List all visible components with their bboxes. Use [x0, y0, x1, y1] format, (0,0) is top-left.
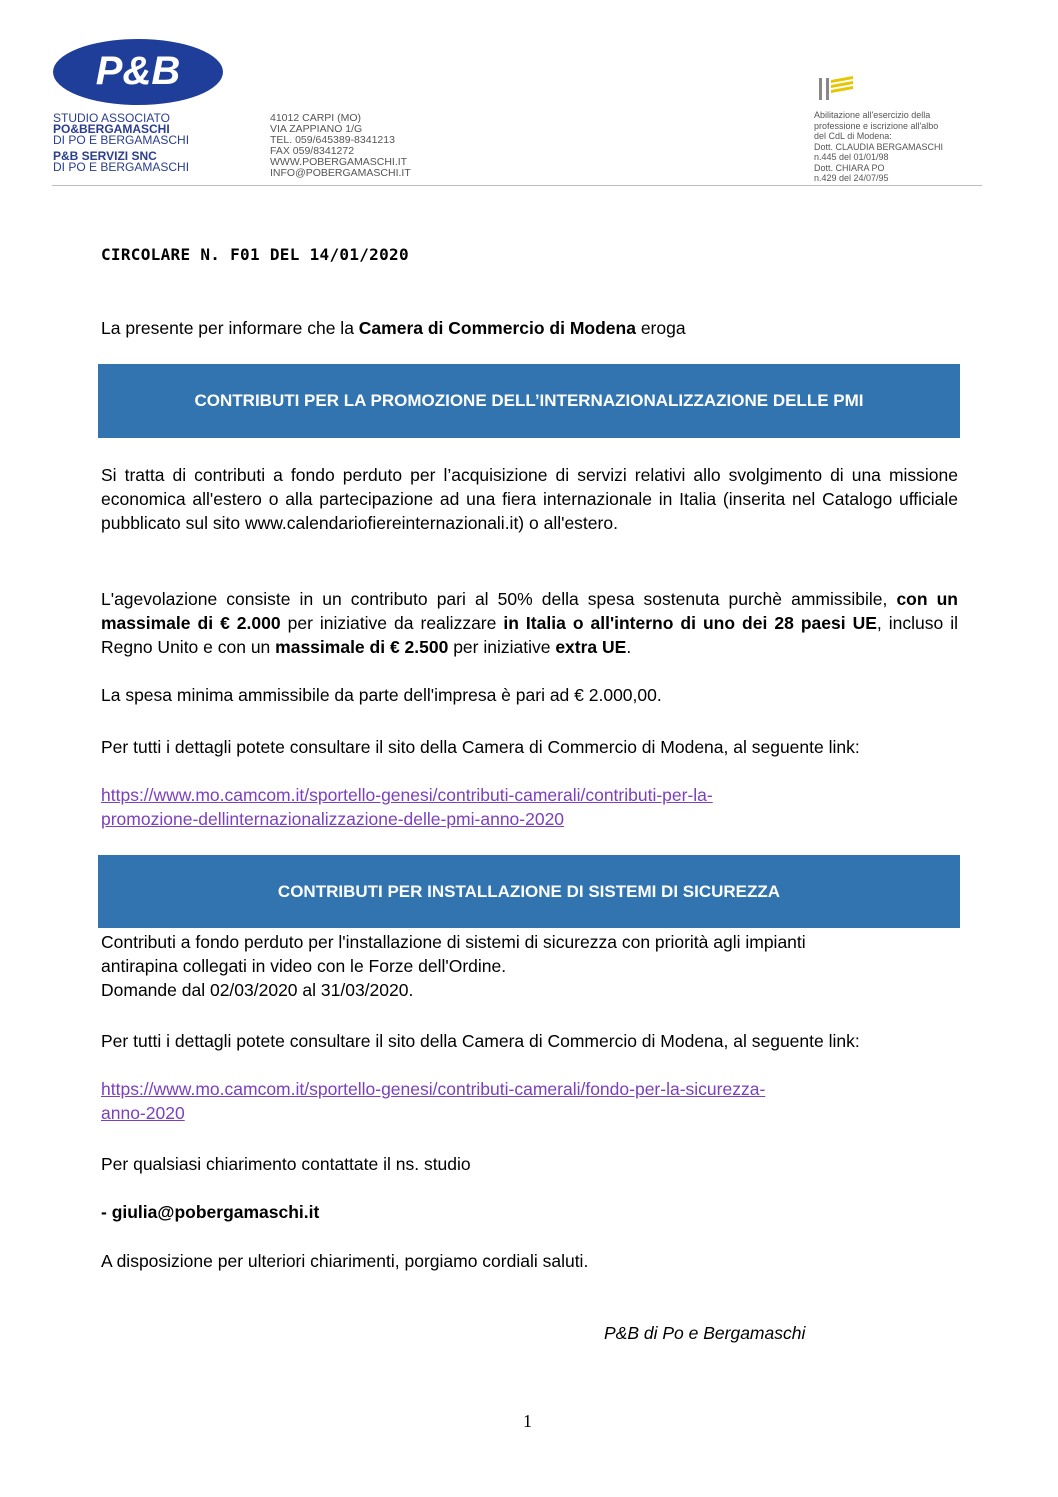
link-line[interactable]: https://www.mo.camcom.it/sportello-genesi/contributi-camerali/fondo-per-la-sicurezza-	[101, 1079, 766, 1099]
para2-text: per iniziative	[448, 637, 556, 657]
section2-link[interactable]	[101, 1077, 961, 1125]
closing-text: A disposizione per ulteriori chiarimenti, porgiamo cordiali saluti.	[101, 1251, 589, 1271]
link-line[interactable]: https://www.mo.camcom.it/sportello-genesi/contributi-camerali/contributi-per-la-	[101, 785, 713, 805]
firm-line: P&B SERVIZI SNC	[53, 149, 157, 163]
section2-para2: Per tutti i dettagli potete consultare il sito della Camera di Commercio di Modena, al seguente link:	[101, 1031, 860, 1051]
firm-line: DI PO E BERGAMASCHI	[53, 133, 190, 147]
page-number: 1	[523, 1411, 532, 1431]
link-line[interactable]: anno-2020	[101, 1103, 185, 1123]
para2-text: L'agevolazione consiste in un contributo pari al 50% della spesa sostenuta purchè ammissibile,	[101, 589, 897, 609]
section2-para1	[101, 930, 961, 1002]
registration-line: Dott. CLAUDIA BERGAMASCHI	[814, 141, 944, 152]
header-divider	[52, 185, 982, 186]
logo-text: P&B	[95, 49, 181, 93]
address-block	[270, 113, 411, 179]
registration-line: n.445 del 01/01/98	[814, 152, 889, 162]
pb-logo	[52, 38, 224, 106]
intro-paragraph	[101, 316, 961, 340]
para2-bold: massimale di € 2.500	[275, 637, 449, 657]
registration-line: del CdL di Modena:	[814, 131, 892, 141]
para2-bold: extra UE	[555, 637, 627, 657]
firm-line: STUDIO ASSOCIATO	[53, 111, 170, 125]
registration-line: Dott. CHIARA PO	[814, 162, 885, 173]
address-line: WWW.POBERGAMASCHI.IT	[270, 156, 408, 168]
registration-line: professione e iscrizione all'albo	[814, 120, 939, 131]
order-emblem-icon	[817, 74, 857, 104]
para2-text: .	[626, 637, 632, 657]
firm-line: PO&BERGAMASCHI	[53, 122, 170, 136]
section1-para3: La spesa minima ammissibile da parte dell'impresa è pari ad € 2.000,00.	[101, 685, 662, 705]
signature: P&B di Po e Bergamaschi	[604, 1323, 806, 1343]
intro-prefix: La presente per informare che la	[101, 318, 359, 338]
intro-bold: Camera di Commercio di Modena	[358, 318, 636, 338]
section1-para4: Per tutti i dettagli potete consultare il sito della Camera di Commercio di Modena, al seguente link:	[101, 737, 860, 757]
section1-para2	[101, 587, 958, 659]
registration-line: n.429 del 24/07/95	[814, 173, 889, 183]
registration-line: Abilitazione all'esercizio della	[814, 110, 931, 120]
para2-text: , incluso il Regno Unito e con un	[101, 613, 959, 657]
address-line: FAX 059/8341272	[270, 145, 355, 157]
para2-bold: in Italia o all'interno di uno dei 28 paesi UE	[503, 613, 877, 633]
section2-banner: CONTRIBUTI PER INSTALLAZIONE DI SISTEMI DI SICUREZZA	[98, 855, 960, 928]
section1-link[interactable]	[101, 783, 961, 831]
para2-text: per iniziative da realizzare	[280, 613, 504, 633]
link-line[interactable]: promozione-dellinternazionalizzazione-delle-pmi-anno-2020	[101, 809, 565, 829]
firm-name-block	[53, 113, 189, 173]
firm-line: DI PO E BERGAMASCHI	[53, 160, 190, 174]
para-line: Domande dal 02/03/2020 al 31/03/2020.	[101, 980, 414, 1000]
circular-title: CIRCOLARE N. F01 DEL 14/01/2020	[101, 245, 409, 264]
para-line: Contributi a fondo perduto per l'installazione di sistemi di sicurezza con priorità agli impianti	[101, 932, 806, 952]
section1-banner: CONTRIBUTI PER LA PROMOZIONE DELL’INTERNAZIONALIZZAZIONE DELLE PMI	[98, 364, 960, 438]
address-line: INFO@POBERGAMASCHI.IT	[270, 167, 411, 179]
intro-suffix: eroga	[635, 318, 686, 338]
registration-block	[814, 110, 943, 184]
section1-para1: Si tratta di contributi a fondo perduto per l’acquisizione di servizi relativi allo svolgimento di una missione economica all'estero o alla partecipazione ad una fiera internazionale in Italia (inserita nel Catalogo ufficiale pubblicato sul sito www.calendariofiereinternazionali.it) o all'estero.	[101, 465, 958, 533]
address-line: TEL. 059/645389-8341213	[270, 134, 395, 146]
contact-text: Per qualsiasi chiarimento contattate il ns. studio	[101, 1154, 471, 1174]
address-line: VIA ZAPPIANO 1/G	[270, 123, 363, 135]
contact-email[interactable]: - giulia@pobergamaschi.it	[101, 1202, 320, 1222]
address-line: 41012 CARPI (MO)	[270, 112, 362, 124]
para2-bold: con un massimale di € 2.000	[101, 589, 958, 633]
para-line: antirapina collegati in video con le Forze dell'Ordine.	[101, 956, 507, 976]
